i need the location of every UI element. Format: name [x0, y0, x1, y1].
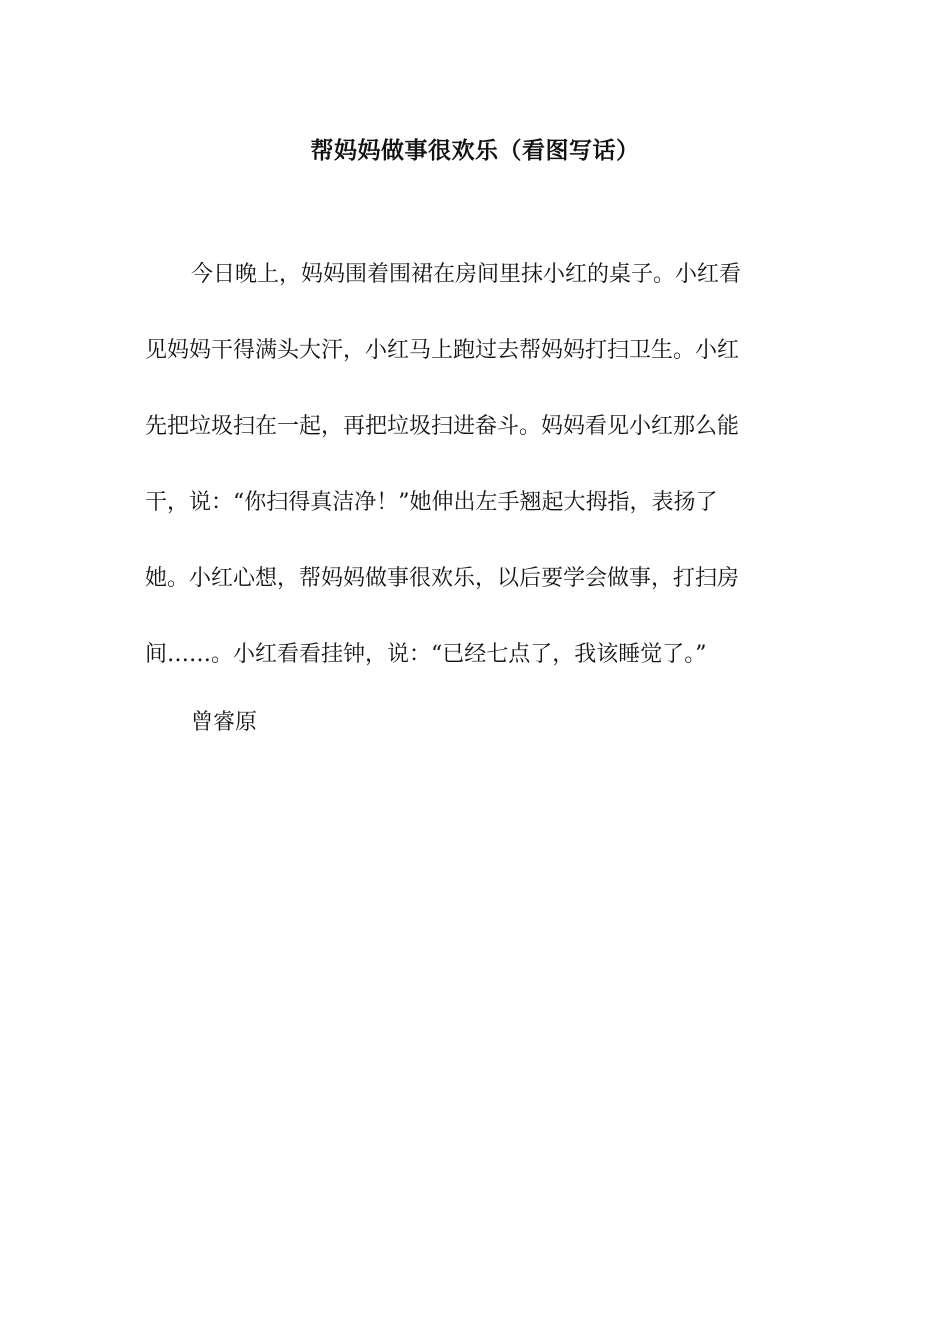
paragraph-line: 先把垃圾扫在一起，再把垃圾扫进畚斗。妈妈看见小红那么能 [145, 414, 740, 439]
paragraph-line: 间……。小红看看挂钟，说：“已经七点了，我该睡觉了。” [145, 642, 707, 667]
paragraph-line: 今日晚上，妈妈围着围裙在房间里抹小红的桌子。小红看 [191, 262, 742, 287]
paragraph-line: 见妈妈干得满头大汗，小红马上跑过去帮妈妈打扫卫生。小红 [145, 338, 740, 363]
paragraph-line: 她。小红心想，帮妈妈做事很欢乐，以后要学会做事，打扫房 [145, 566, 740, 591]
paragraph-line: 干，说：“你扫得真洁净！”她伸出左手翘起大拇指，表扬了 [145, 490, 718, 515]
document-title: 帮妈妈做事很欢乐（看图写话） [310, 137, 640, 164]
author-name: 曾睿原 [191, 710, 258, 735]
